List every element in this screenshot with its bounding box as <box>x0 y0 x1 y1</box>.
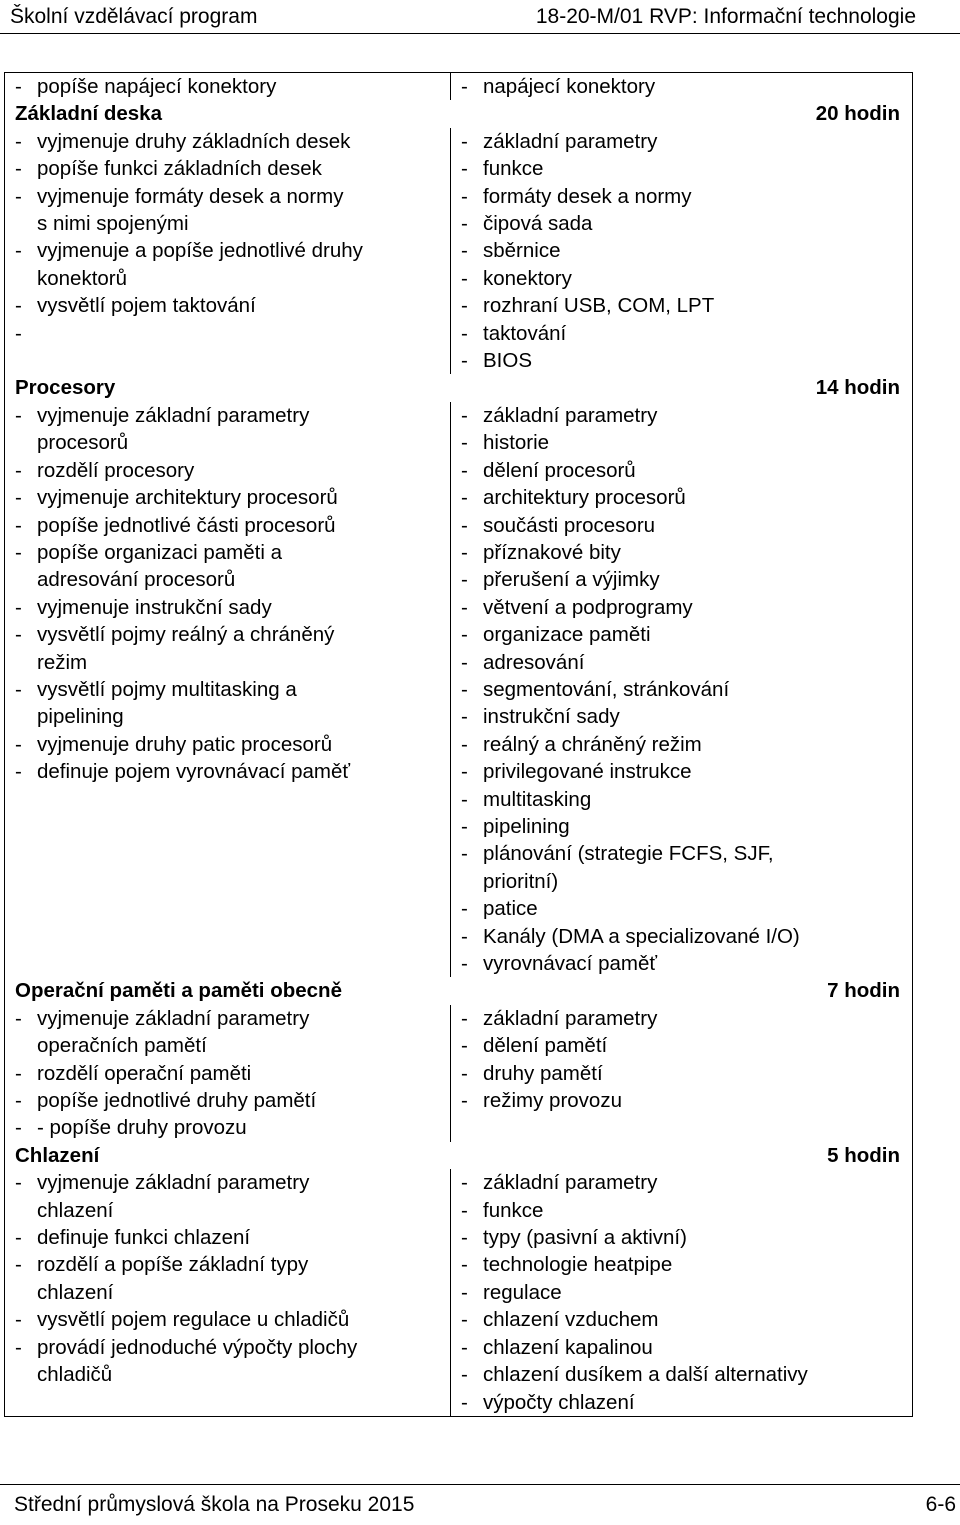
program-code: 18-20-M/01 RVP: Informační technologie <box>535 5 916 28</box>
outcome-item: - vyjmenuje architektury procesorů <box>15 484 450 511</box>
topic-item: - přerušení a výjimky <box>461 566 912 593</box>
topic-item: - větvení a podprogramy <box>461 594 912 621</box>
topic-item: - základní parametry <box>461 1005 912 1032</box>
topic-item: - napájecí konektory <box>461 73 912 100</box>
section-body-row <box>5 128 913 375</box>
outcome-item: - vysvětlí pojmy multitasking a <box>15 676 450 703</box>
topic-item: - čipová sada <box>461 210 912 237</box>
outcome-item: - vyjmenuje základní parametry <box>15 1005 450 1032</box>
topic-item: - patice <box>461 895 912 922</box>
topic-item: - příznakové bity <box>461 539 912 566</box>
outcome-item-continuation: chlazení <box>37 1198 114 1222</box>
outcome-item: - popíše jednotlivé části procesorů <box>15 512 450 539</box>
section-body-row <box>5 1169 913 1416</box>
section-header-row <box>5 100 913 127</box>
section-header-row <box>5 977 913 1004</box>
topic-item: - základní parametry <box>461 402 912 429</box>
topics-cell <box>451 1005 913 1142</box>
topic-item: - druhy pamětí <box>461 1060 912 1087</box>
section-body-row <box>5 402 913 978</box>
section-title: Chlazení <box>15 1143 100 1167</box>
outcomes-cell <box>5 1005 451 1142</box>
curriculum-table <box>4 72 913 1417</box>
outcome-list <box>15 402 450 786</box>
topic-item: - taktování <box>461 320 912 347</box>
topic-item: - formáty desek a normy <box>461 183 912 210</box>
page-footer <box>0 1490 960 1520</box>
outcomes-cell <box>5 1169 451 1416</box>
topic-item: - chlazení kapalinou <box>461 1334 912 1361</box>
page-number: 6-6 <box>925 1493 956 1516</box>
school-name: Střední průmyslová škola na Proseku 2015 <box>14 1493 415 1516</box>
topics-cell <box>451 402 913 978</box>
topic-item: - výpočty chlazení <box>461 1389 912 1416</box>
outcome-item: - vyjmenuje druhy patic procesorů <box>15 731 450 758</box>
outcome-item: - popíše jednotlivé druhy pamětí <box>15 1087 450 1114</box>
topic-list <box>461 1005 912 1115</box>
section-header-row <box>5 1142 913 1169</box>
topic-item: - typy (pasivní a aktivní) <box>461 1224 912 1251</box>
topic-item: - základní parametry <box>461 1169 912 1196</box>
outcome-item-continuation: adresování procesorů <box>37 568 236 592</box>
topic-item: - organizace paměti <box>461 621 912 648</box>
outcome-item: - rozdělí a popíše základní typy <box>15 1251 450 1278</box>
outcome-item: - vyjmenuje a popíše jednotlivé druhy <box>15 237 450 264</box>
topic-item: - vyrovnávací paměť <box>461 950 912 977</box>
outcome-list <box>15 1169 450 1388</box>
topic-item: - základní parametry <box>461 128 912 155</box>
outcome-item: - popíše organizaci paměti a <box>15 539 450 566</box>
section-hours: 14 hodin <box>815 376 900 400</box>
outcome-item: - popíše napájecí konektory <box>15 73 450 100</box>
outcome-item-continuation: chlazení <box>37 1280 114 1304</box>
outcome-item-continuation: konektorů <box>37 266 128 290</box>
outcomes-cell <box>5 128 451 375</box>
topic-item: - dělení procesorů <box>461 457 912 484</box>
outcome-item-continuation: s nimi spojenými <box>37 212 189 236</box>
topic-item: - architektury procesorů <box>461 484 912 511</box>
outcome-item: - popíše funkci základních desek <box>15 155 450 182</box>
outcome-list <box>15 128 450 320</box>
topic-item: - plánování (strategie FCFS, SJF, prioritní) <box>461 840 912 895</box>
topic-item: - adresování <box>461 649 912 676</box>
section-title: Základní deska <box>15 102 162 126</box>
topic-item: - multitasking <box>461 786 912 813</box>
topic-item: - konektory <box>461 265 912 292</box>
page-header <box>0 0 960 34</box>
topic-item: - rozhraní USB, COM, LPT <box>461 292 912 319</box>
topics-cell <box>451 1169 913 1416</box>
section-hours: 20 hodin <box>815 102 900 126</box>
topic-item: - chlazení vzduchem <box>461 1306 912 1333</box>
topic-item: - segmentování, stránkování <box>461 676 912 703</box>
topic-item: - funkce <box>461 1197 912 1224</box>
header-rule <box>0 33 960 34</box>
topic-item: - sběrnice <box>461 237 912 264</box>
topic-item: - režimy provozu <box>461 1087 912 1114</box>
outcome-item: - rozdělí procesory <box>15 457 450 484</box>
outcome-item: - rozdělí operační paměti <box>15 1060 450 1087</box>
outcome-item: - - popíše druhy provozu <box>15 1114 450 1141</box>
outcome-item-continuation: operačních pamětí <box>37 1034 207 1058</box>
topic-list <box>461 402 912 978</box>
topic-list <box>461 73 912 100</box>
outcome-item-continuation: chladičů <box>37 1363 113 1387</box>
outcome-item: - vyjmenuje základní parametry <box>15 1169 450 1196</box>
topic-item: - reálný a chráněný režim <box>461 731 912 758</box>
outcome-item: - vyjmenuje formáty desek a normy <box>15 183 450 210</box>
program-title: Školní vzdělávací program <box>10 5 258 28</box>
outcomes-cell <box>5 73 451 101</box>
topic-item: - součásti procesoru <box>461 512 912 539</box>
topic-item: - chlazení dusíkem a další alternativy <box>461 1361 912 1388</box>
outcome-item: - vyjmenuje instrukční sady <box>15 594 450 621</box>
outcome-list <box>15 1005 450 1142</box>
topics-cell <box>451 128 913 375</box>
outcome-item: - definuje pojem vyrovnávací paměť <box>15 758 450 785</box>
topic-item: - dělení pamětí <box>461 1032 912 1059</box>
outcome-item: - definuje funkci chlazení <box>15 1224 450 1251</box>
footer-rule <box>0 1484 960 1485</box>
section-title: Procesory <box>15 376 116 400</box>
topic-item: - Kanály (DMA a specializované I/O) <box>461 923 912 950</box>
topic-list <box>461 1169 912 1416</box>
section-hours: 5 hodin <box>827 1143 900 1167</box>
topics-cell <box>451 73 913 101</box>
section-body-row <box>5 1005 913 1142</box>
outcome-item: - vyjmenuje druhy základních desek <box>15 128 450 155</box>
table-row-intro <box>5 73 913 101</box>
outcome-item: - provádí jednoduché výpočty plochy <box>15 1334 450 1361</box>
section-header-row <box>5 374 913 401</box>
topic-item: - historie <box>461 429 912 456</box>
outcome-list <box>15 73 450 100</box>
topic-item: - BIOS <box>461 347 912 374</box>
topic-item: - instrukční sady <box>461 703 912 730</box>
outcome-item-continuation: režim <box>37 650 88 674</box>
outcome-item-continuation: procesorů <box>37 431 129 455</box>
topic-item: - privilegované instrukce <box>461 758 912 785</box>
outcome-item: - vysvětlí pojem taktování <box>15 292 450 319</box>
outcome-item-continuation: pipelining <box>37 705 124 729</box>
topic-item: - regulace <box>461 1279 912 1306</box>
topic-item: - funkce <box>461 155 912 182</box>
section-hours: 7 hodin <box>827 979 900 1003</box>
topic-list <box>461 128 912 375</box>
outcome-item: - vysvětlí pojmy reálný a chráněný <box>15 621 450 648</box>
outcome-item: - vyjmenuje základní parametry <box>15 402 450 429</box>
curriculum-table-body <box>5 73 913 1417</box>
topic-item: - pipelining <box>461 813 912 840</box>
outcome-item: - vysvětlí pojem regulace u chladičů <box>15 1306 450 1333</box>
outcomes-cell <box>5 402 451 978</box>
section-title: Operační paměti a paměti obecně <box>15 979 342 1003</box>
topic-item: - technologie heatpipe <box>461 1251 912 1278</box>
